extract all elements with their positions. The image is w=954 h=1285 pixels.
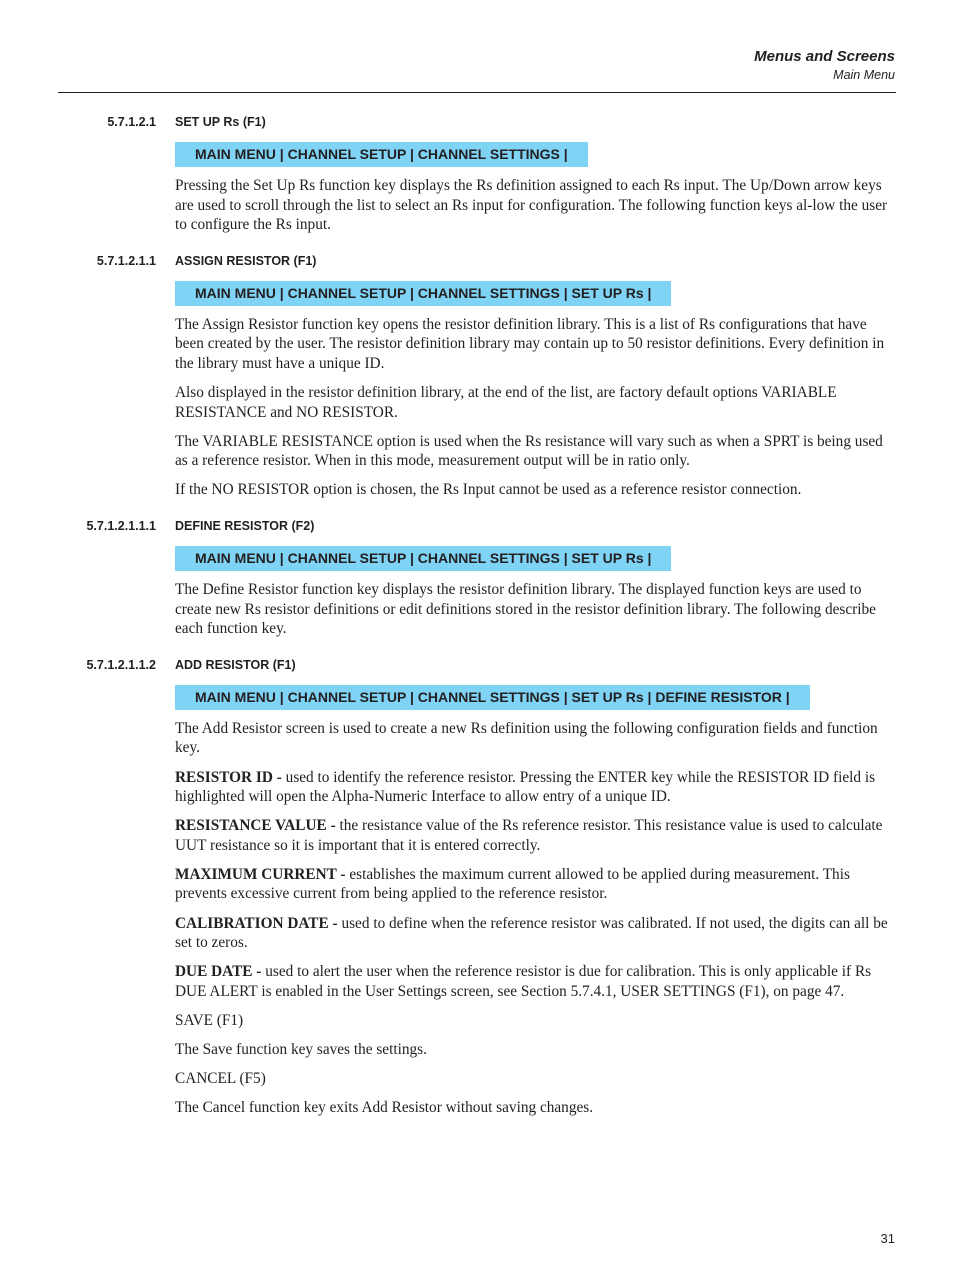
paragraph: The Define Resistor function key displays the resistor definition library. The displayed function keys are used to create new Rs resistor definitions or edit definitions stored in the resistor definition library. The following describe each function key. (175, 581, 876, 638)
section-heading (0, 113, 954, 132)
menu-path: MAIN MENU | CHANNEL SETUP | CHANNEL SETTINGS | (175, 142, 588, 167)
paragraph: The VARIABLE RESISTANCE option is used when the Rs resistance will vary such as when a SPRT is being used as a reference resistor. When in this mode, measurement output will be in ratio only. (175, 432, 883, 470)
field-description (175, 816, 895, 855)
paragraph: The Assign Resistor function key opens the resistor definition library. This is a list of Rs configurations that have been created by the user. The resistor definition library may contain up to 50 resistor definitions. Every definition in the library must have a unique ID. (175, 315, 885, 372)
section-heading (0, 252, 954, 271)
menu-path: MAIN MENU | CHANNEL SETUP | CHANNEL SETTINGS | SET UP Rs | (175, 546, 671, 571)
section-title: ASSIGN RESISTOR (F1) (175, 253, 317, 268)
section-title: ADD RESISTOR (F1) (175, 657, 296, 672)
section-heading (0, 656, 954, 675)
field-text: used to define when the reference resistor was calibrated. If not used, the digits can all be set to zeros. (175, 914, 888, 952)
paragraph: The Cancel function key exits Add Resistor without saving changes. (175, 1099, 594, 1117)
paragraph: Also displayed in the resistor definition library, at the end of the list, are factory default options VARIABLE RESISTANCE and NO RESISTOR. (175, 384, 837, 421)
field-term: CALIBRATION DATE - (175, 914, 338, 932)
section-title: SET UP Rs (F1) (175, 115, 266, 129)
field-term: RESISTANCE VALUE - (175, 817, 336, 835)
menu-path: MAIN MENU | CHANNEL SETUP | CHANNEL SETTINGS | SET UP Rs | (175, 281, 671, 306)
paragraph: The Save function key saves the settings. (175, 1041, 427, 1059)
section-number: 5.7.1.2.1.1.1 (86, 519, 156, 534)
function-key-label: CANCEL (F5) (175, 1070, 266, 1088)
running-header (754, 48, 895, 84)
field-description (175, 914, 895, 953)
field-text: used to alert the user when the reference resistor is due for calibration. This is only applicable if Rs DUE ALERT is enabled in the User Settings screen, see Section 5.7.4.1, USER SETTINGS (F1), on page 47. (175, 963, 872, 1000)
header-title: Menus and Screens (754, 48, 895, 65)
section-number: 5.7.1.2.1.1 (96, 253, 156, 268)
header-subtitle: Main Menu (833, 68, 895, 82)
section-title: DEFINE RESISTOR (F2) (175, 519, 315, 534)
page-number: 31 (880, 1231, 895, 1246)
field-term: MAXIMUM CURRENT - (175, 865, 346, 883)
field-description (175, 768, 895, 807)
paragraph: If the NO RESISTOR option is chosen, the Rs Input cannot be used as a reference resistor connection. (175, 481, 802, 499)
field-text: used to identify the reference resistor. Pressing the ENTER key while the RESISTOR ID field is highlighted will open the Alpha-Numeric Interface to allow entry of a unique ID. (175, 768, 876, 806)
function-key-label: SAVE (F1) (175, 1011, 244, 1029)
field-text: the resistance value of the Rs reference resistor. This resistance value is used to calculate UUT resistance so it is important that it is entered correctly. (175, 817, 883, 854)
field-term: RESISTOR ID - (175, 768, 282, 786)
menu-path: MAIN MENU | CHANNEL SETUP | CHANNEL SETTINGS | SET UP Rs | DEFINE RESISTOR | (175, 685, 810, 710)
field-term: DUE DATE - (175, 963, 262, 981)
paragraph: The Add Resistor screen is used to create a new Rs definition using the following configuration fields and function key. (175, 719, 878, 757)
header-rule (58, 92, 896, 93)
field-text: establishes the maximum current allowed to be applied during measurement. This prevents excessive current from being applied to the reference resistor. (175, 865, 850, 903)
section-number: 5.7.1.2.1.1.2 (86, 657, 156, 672)
page-body (0, 113, 954, 1118)
section-heading (0, 517, 954, 536)
field-description (175, 962, 895, 1001)
paragraph: Pressing the Set Up Rs function key displays the Rs definition assigned to each Rs input. The Up/Down arrow keys are used to scroll through the list to select an Rs input for configuration. The following function keys al-low the user to configure the Rs input. (175, 177, 888, 234)
field-description (175, 865, 895, 904)
section-number: 5.7.1.2.1 (107, 115, 156, 129)
